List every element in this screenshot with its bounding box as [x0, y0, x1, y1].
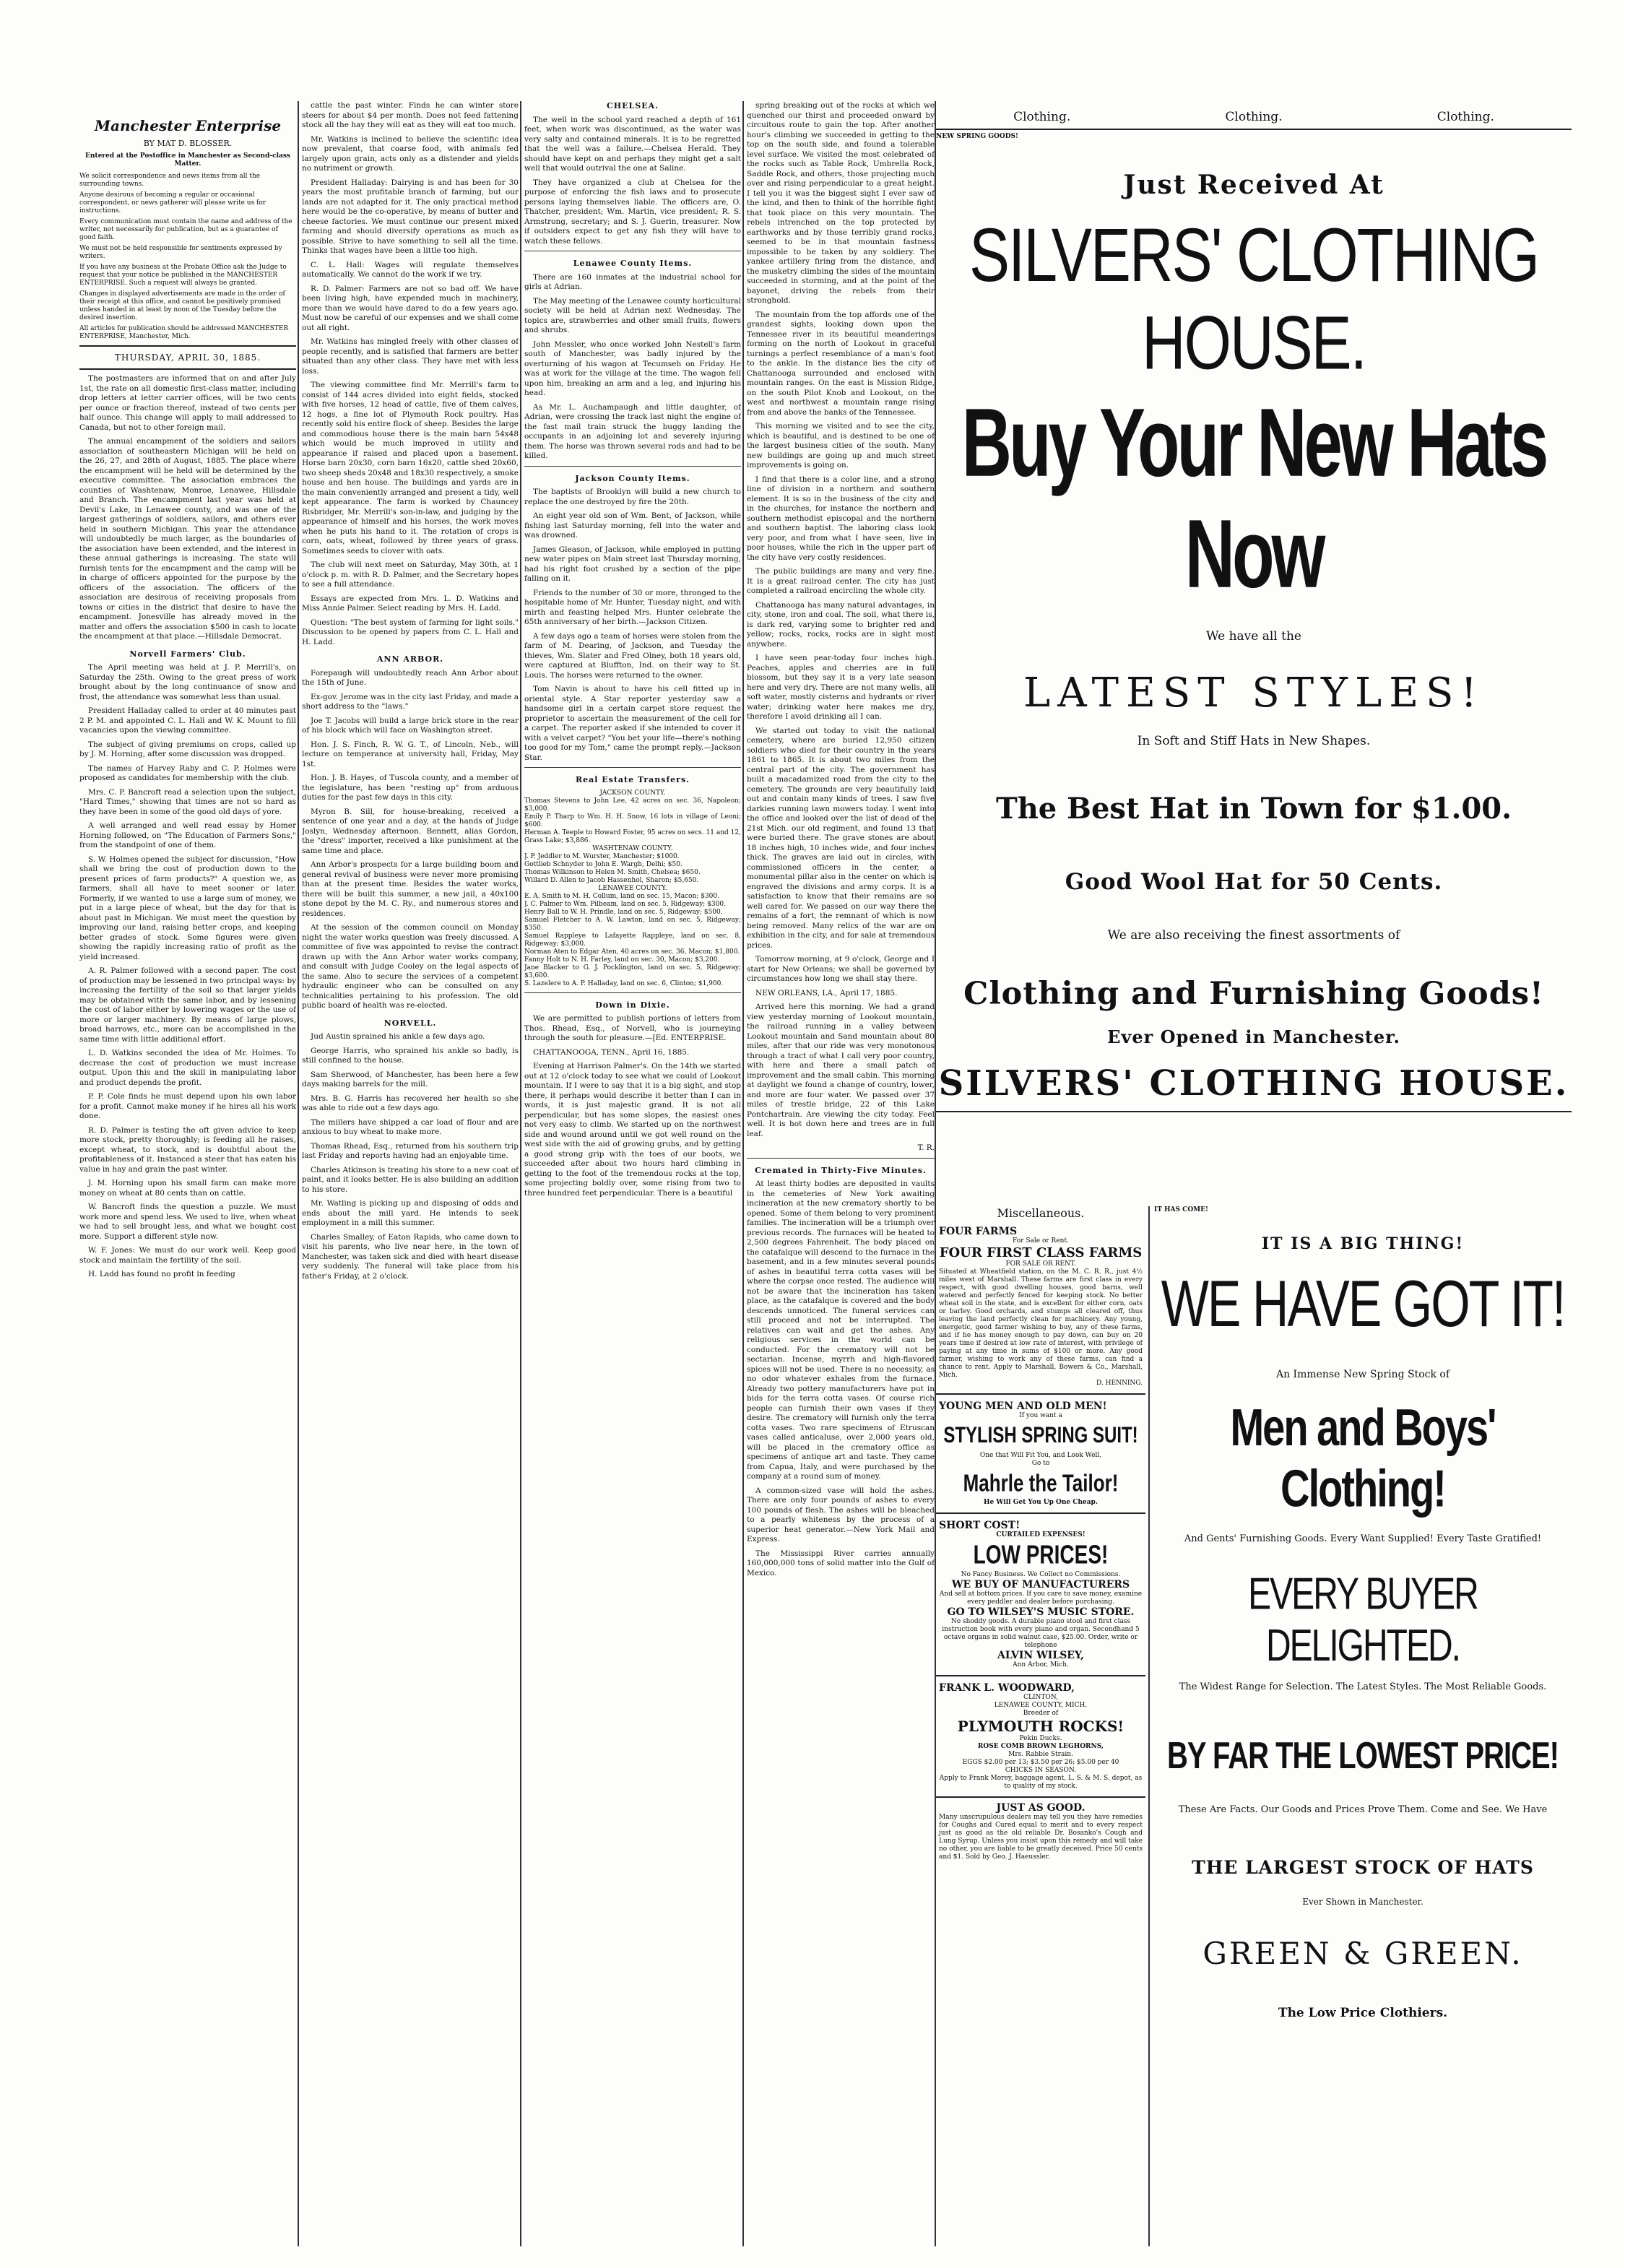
we-have-got-it: WE HAVE GOT IT! [1161, 1267, 1565, 1341]
paragraph: President Halladay: Dairying is and has been for 30 years the most profitable branch of farming, but our lands are not adapted for it. The only practical method here would be the co-operative, by means of butter and cheese factories. We must continue our present mixed farming and should diversify operations as much as possible. Strive to have something to sell all the time. Thinks that wages have been a little too high. [302, 178, 519, 255]
notice-item: We solicit correspondence and news items from all the surrounding towns. [79, 173, 261, 188]
article-body [524, 101, 741, 1198]
paragraph: A common-sized vase will hold the ashes. There are only four pounds of ashes to every 100 pounds of flesh. The ashes will be bleached to a pearly whiteness by the process of a superior heat generator.—New York Mail and Express. [747, 1486, 935, 1544]
wilsey-store: GO TO WILSEY'S MUSIC STORE. [947, 1606, 1135, 1618]
list-item: E. A. Smith to M. H. Collum, land on sec. 15, Macon; $300. [524, 892, 719, 900]
paragraph: H. Ladd has found no profit in feeding [88, 1270, 235, 1278]
paragraph: The well in the school yard reached a depth of 161 feet, when work was discontinued, as the water was very salty and contained minerals. It is to be regretted that the well was a failure.—Chelsea Herald. They should have kept on and perhaps they might get a salt well that would outrival the one at Saline. [524, 115, 741, 173]
paragraph: The millers have shipped a car load of flour and are anxious to buy wheat to make more. [302, 1117, 519, 1136]
good-wool-hat: Good Wool Hat for 50 Cents. [1065, 869, 1443, 895]
real-estate-list [524, 789, 741, 988]
list-item: S. Lazelere to A. P. Halladay, land on sec. 6, Clinton; $1,900. [524, 979, 724, 987]
ad-divider [1148, 1206, 1150, 2246]
section-heading: ANN ARBOR. [376, 654, 444, 664]
list-item: Norman Aten to Edgar Aten, 40 acres on sec. 36, Macon; $1,800. [524, 948, 740, 956]
largest-stock: THE LARGEST STOCK OF HATS [1192, 1857, 1534, 1878]
will-fit: One that Will Fit You, and Look Well, [979, 1452, 1102, 1459]
paragraph: spring breaking out of the rocks at which we quenched our thirst and proceeded onward by circuitous route to gain the top. After another hour's climbing we succeeded in getting to the top on the south side, and found a tolerable level surface. We visited the most celebrated of the rocks such as Table Rock, Umbrella Rock, Saddle Rock, and others, those projecting much over and rising perpendicular to a great height. I tell you it was the biggest sight I ever saw of the kind, and then to think of the horrible fight that took place on this very mountain. The rebels intrenched on the top protected by earthworks and by those terribly grand rocks, seemed to be in that mountain fastness impossible to be taken by any soldiery. The yankee artillery firing from the distance, and the musketry climbing the sides of the mountain succeeded in storming, and at the point of the bayonet, driving the rebels from their stronghold. [747, 101, 935, 305]
column-4 [747, 101, 935, 2246]
buy-hats-heading: Buy Your New Hats Now [961, 389, 1546, 609]
list-item: Fanny Holt to N. H. Farley, land on sec. 30, Macon; $3,200. [524, 956, 720, 964]
paragraph: We are permitted to publish portions of letters from Thos. Rhead, Esq., of Norvell, who is journeying through the south for pleasure.—[Ed. ENTERPRISE. [524, 1014, 741, 1042]
paragraph: I find that there is a color line, and a strong line of division in a northern and southern element. It is so in the business of the city and in the churches, for instance the northern and southern methodist episcopal and the northern and southern baptist. The laboring class look very poor, and from what I have seen, live in poor houses, while the rich in the upper part of the city have very costly residences. [747, 475, 935, 562]
paragraph: A well arranged and well read essay by Homer Horning followed, on "The Education of Farmers Sons," from the standpoint of one of them. [79, 821, 296, 849]
misc-label: Miscellaneous. [997, 1206, 1085, 1220]
go-to: Go to [1031, 1460, 1050, 1467]
paragraph: At the session of the common council on Monday night the water works question was freely discussed. A committee of five was appointed to revise the contract drawn up with the Ann Arbor water works company, and consult with Judge Cooley on the legal aspects of the same. Also to secure the services of a competent hydraulic engineer who can be consulted on any technicalities pertaining to his profession. The old public board of health was re-elected. [302, 923, 519, 1010]
men-boys-clothing: Men and Boys' Clothing! [1230, 1397, 1496, 1518]
immense-stock: An Immense New Spring Stock of [1275, 1369, 1450, 1380]
article-body [747, 101, 935, 1578]
column-3 [524, 101, 741, 2246]
paragraph: George Harris, who sprained his ankle so badly, is still confined to the house. [302, 1046, 519, 1065]
paragraph: We started out today to visit the national cemetery, where are buried 12,950 citizen soldiers who died for their country in the years 1861 to 1865. It is about two miles from the central part of the city. The government has built a macadamized road from the city to the cemetery. The grounds are very beautifully laid out and contain many kinds of trees. I saw five darkies running lawn mowers today. I went into the office and looked over the list of dead of the 21st Mich. our old regiment, and found 13 that were buried there. The grave stones are about 18 inches high, 10 inches wide, and four inches thick. The graves are laid out in circles, with commissioned officers in the center, a monumental pillar also in the center on which is engraved the divisions and army corps. It is a satisfaction to know that their remains are so well cared for. We passed on our way there the remains of a fort, the remnant of which is now being removed. Many relics of the war are on exhibition in the city, and for sale at tremendous prices. [747, 726, 935, 950]
paragraph: President Halladay called to order at 40 minutes past 2 P. M. and appointed C. L. Hall and W. K. Mount to fill vacancies upon the viewing committee. [79, 706, 296, 735]
section-heading: NORVELL. [384, 1018, 437, 1028]
clothing-furnishing: Clothing and Furnishing Goods! [963, 976, 1544, 1012]
section-heading: Cremated in Thirty-Five Minutes. [755, 1165, 927, 1175]
paragraph: At least thirty bodies are deposited in vaults in the cemeteries of New York awaiting incineration at the new crematory shortly to be opened. Some of them belong to very prominent families. The incineration will be a triumph over previous records. The furnaces will be heated to 2,500 degrees Fahrenheit. The body placed on the catafalque will descend to the furnace in the basement, and in a few minutes several pounds of ashes in beautiful terra cotta vases will be where the corpse once rested. The audience will not be aware that the incineration has taken place, as the catafalque is covered and the body descends unnoticed. The funeral services can still proceed and not be interrupted. The relatives can wait and get the ashes. Any religious services in the world can be conducted. For the crematory will not be sectarian. Incense, myrrh and high-flavored spices will not be used. There is no necessity, as no odor whatever exhales from the furnace. Already two pottery manufacturers have put in bids for the terra cotta vases. Of course rich people can furnish their own vases if they desire. The crematory will furnish only the terra cotta vases. Two rare specimens of Etruscan vases called anticaluse, over 2,000 years old, will be placed in the crematory office as specimens of antique art and taste. They came from Capua, Italy, and were purchased by the company at a round sum of money. [747, 1180, 935, 1481]
paragraph: Mr. Watkins has mingled freely with other classes of people recently, and is satisfied that farmers are better situated than any other class. They have met with less loss. [302, 337, 519, 376]
no-fancy: No Fancy Business. We Collect no Commissions. [961, 1571, 1121, 1578]
just-as-good: JUST AS GOOD. [996, 1802, 1086, 1814]
clothing-labels [936, 110, 1572, 124]
column-2 [302, 101, 519, 2246]
ad-grid [936, 1206, 1572, 2246]
paragraph: The club will next meet on Saturday, May 30th, at 1 o'clock p. m. with R. D. Palmer, and the Secretary hopes to see a full attendance. [302, 560, 519, 589]
green-green-ad [1154, 1206, 1572, 2246]
paragraph: P. P. Cole finds he must depend upon his own labor for a profit. Cannot make money if he hires all his work done. [79, 1092, 296, 1120]
paragraph: Question: "The best system of farming for light soils." Discussion to be opened by papers from C. L. Hall and H. Ladd. [302, 618, 519, 646]
section-heading: Real Estate Transfers. [575, 775, 690, 784]
woodward-name: FRANK L. WOODWARD, [939, 1682, 1075, 1694]
paragraph: The Mississippi River carries annually 160,000,000 tons of solid matter into the Gulf of Mexico. [747, 1549, 935, 1577]
paragraph: Mrs. C. P. Bancroft read a selection upon the subject, "Hard Times," showing that times are not so hard as they have been in some of the good old days of yore. [79, 787, 296, 816]
paragraph: C. L. Hall: Wages will regulate themselves automatically. We cannot do the work if we try. [302, 260, 519, 279]
advertisements [936, 101, 1572, 2246]
paragraph: The mountain from the top affords one of the grandest sights, looking down upon the Tennessee river in its beautiful meanderings forming on the north of Lookout in graceful turnings a perfect resemblance of a man's foot to the ankle. In the distance lies the city of Chattanooga surrounded and enclosed with mountain ranges. On the east is Mission Ridge, on the south Pilot Knob and Lookout, on the west and northwest a mountain range rising from and above the banks of the Tennessee. [747, 310, 935, 417]
ever-shown: Ever Shown in Manchester. [1302, 1897, 1424, 1907]
paragraph: Charles Smalley, of Eaton Rapids, who came down to visit his parents, who live near here, in the town of Manchester, was taken sick and died with heart disease very suddenly. The funeral will take place from his father's Friday, at 2 o'clock. [302, 1232, 519, 1281]
paragraph: W. Bancroft finds the question a puzzle. We must work more and spend less. We used to live, when wheat we had to sell brought less, and what we bought cost more. Support a different style now. [79, 1203, 296, 1241]
paragraph: Friends to the number of 30 or more, thronged to the hospitable home of Mr. Hunter, Tuesday night, and with mirth and feasting helped Mrs. Hunter celebrate the 65th anniversary of her birth.—Jackson Citizen. [524, 588, 741, 626]
section-heading: CHELSEA. [607, 101, 659, 111]
paragraph: An eight year old son of Wm. Bent, of Jackson, while fishing last Saturday morning, fell into the water and was drowned. [524, 511, 741, 540]
paragraph: Sam Sherwood, of Manchester, has been here a few days making barrels for the mill. [302, 1070, 519, 1088]
list-item: LENAWEE COUNTY. [598, 884, 667, 892]
article-body [79, 374, 296, 1280]
notice-item: Anyone desirous of becoming a regular or occasional correspondent, or news gatherer will please write us for instructions. [79, 191, 266, 215]
also-receiving: We are also receiving the finest assortments of [1107, 928, 1400, 943]
paragraph: The names of Harvey Raby and C. P. Holmes were proposed as candidates for membership with the club. [79, 763, 296, 782]
stylish-suit: STYLISH SPRING SUIT! [943, 1422, 1138, 1448]
paragraph: Mr. Watling is picking up and disposing of odds and ends about the mill yard. He intends to seek employment in a mill this summer. [302, 1199, 519, 1227]
paragraph: As Mr. L. Auchampaugh and little daughter, of Adrian, were crossing the track last night the engine of the fast mail train struck the buggy landing the occupants in an adjoining lot and severely injuring them. The horse was thrown several rods and had to be killed. [524, 402, 741, 460]
tailor-ad [936, 1395, 1145, 1514]
notice-item: Changes in displayed advertisements are made in the order of their receipt at this office, and cannot be positively promised unless handed in at least by noon of the Tuesday before the desired insertion. [79, 290, 285, 321]
signoff: T. R. [917, 1143, 935, 1152]
list-item: Willard D. Allen to Jacob Hassenhol, Sharon; $5,650. [524, 876, 699, 884]
just-received: Just Received At [1123, 170, 1384, 200]
masthead-title: Manchester Enterprise [94, 117, 282, 134]
notice-item: Every communication must contain the name and address of the writer, not necessarily for publication, but as a guarantee of good faith. [79, 218, 292, 241]
list-item: Henry Ball to W. H. Prindle, land on sec. 5, Ridgeway; $500. [524, 908, 723, 916]
paragraph: Jud Austin sprained his ankle a few days ago. [311, 1032, 485, 1041]
paragraph: Forepaugh will undoubtedly reach Ann Arbor about the 15th of June. [302, 668, 519, 687]
paragraph: R. D. Palmer: Farmers are not so bad off. We have been living high, have expended much in machinery, more than we would have dared to do a few years ago. Must now be careful of our expenses and we shall come out all right. [302, 284, 519, 332]
paragraph: Hon. J. S. Finch, R. W. G. T., of Lincoln, Neb., will lecture on temperance at university hall, Friday, May 1st. [302, 740, 519, 769]
strain: Mrs. Rabbie Strain. [1008, 1751, 1073, 1758]
notice-item: If you have any business at the Probate Office ask the Judge to request that your notice be published in the MANCHESTER ENTERPRISE. Such a request will always be granted. [79, 264, 287, 287]
paragraph: The baptists of Brooklyn will build a new church to replace the one destroyed by fire the 20th. [524, 488, 741, 506]
list-item: Thomas Stevens to John Lee, 42 acres on sec. 36, Napoleon; $3,000. [524, 797, 741, 813]
notice-item: We must not be held responsible for sentiments expressed by writers. [79, 245, 282, 260]
paragraph: I have seen pear-today four inches high. Peaches, apples and cherries are in full blossom, but they say it is a very late season here and very dry. There are not many wells, all soft water, mostly cisterns and hydrants or river water; drinking water here makes me dry, therefore I avoid drinking all I can. [747, 654, 935, 721]
list-item: Jane Blacker to G. J. Pocklington, land on sec. 5, Ridgeway; $3,600. [524, 964, 741, 979]
silvers-heading: SILVERS' CLOTHING HOUSE. [969, 212, 1538, 385]
paragraph: J. M. Horning upon his small farm can make more money on wheat at 80 cents than on cattle. [79, 1179, 296, 1198]
paragraph: The postmasters are informed that on and after July 1st, the rate on all domestic first-class matter, including drop letters at letter carrier offices, will be two cents per ounce or fraction thereof, instead of two cents per half ounce. This change will apply to mail addressed to Canada, but not to other foreign mail. [79, 374, 296, 432]
article-body [302, 101, 519, 1281]
paragraph: They have organized a club at Chelsea for the purpose of enforcing the fish laws and to prosecute persons laying themselves liable. The officers are, O. Thatcher, president; Wm. Martin, vice president; R. S. Armstrong, secretary; and S. J. Guerin, treasurer. Now if outsiders expect to get any fish they will have to watch these fellows. [524, 178, 741, 246]
paragraph: This morning we visited and to see the city, which is beautiful, and is destined to be one of the largest business cities of the south. Many new buildings are going up and much street improvements is going on. [747, 422, 935, 469]
paragraph: The subject of giving premiums on crops, called up by J. M. Horning, after some discussion was dropped. [79, 740, 296, 758]
list-item: Samuel Fletcher to A. W. Lawton, land on sec. 5, Ridgeway; $350. [524, 916, 741, 932]
if-you-want: If you want a [1019, 1412, 1062, 1419]
woodward-place: CLINTON, [1023, 1694, 1058, 1701]
paragraph: The April meeting was held at J. P. Merrill's, on Saturday the 25th. Owing to the great press of work brought about by the long continuance of snow and frost, the attendance was somewhat less than usual. [79, 663, 296, 701]
latest-styles: LATEST STYLES! [1023, 670, 1484, 717]
short-cost: SHORT COST! [939, 1520, 1020, 1531]
mahrle-tailor: Mahrle the Tailor! [963, 1468, 1119, 1497]
list-item: Herman A. Teeple to Howard Foster, 95 acres on secs. 11 and 12, Grass Lake; $3,886. [524, 828, 741, 844]
wilsey-address: Ann Arbor, Mich. [1013, 1661, 1069, 1668]
we-buy: WE BUY OF MANUFACTURERS [951, 1579, 1130, 1590]
chicks: CHICKS IN SEASON. [1005, 1767, 1077, 1774]
gents-furnishing: And Gents' Furnishing Goods. Every Want Supplied! Every Taste Gratified! [1184, 1533, 1542, 1544]
column-divider [520, 101, 521, 2246]
paragraph: Tomorrow morning, at 9 o'clock, George and I start for New Orleans; we shall be governed by circumstances how long we shall stay there. [747, 955, 935, 983]
paragraph: A few days ago a team of horses were stolen from the farm of M. Dearing, of Jackson, and Tuesday the thieves, Wm. Slater and Fred Olney, both 18 years old, were captured at Bluffton, Ind. on their way to St. Louis. The horses were returned to the owner. [524, 631, 741, 680]
list-item: Samuel Rappleye to Lafayette Rappleye, land on sec. 8, Ridgeway; $3,000. [524, 932, 741, 948]
paragraph: The May meeting of the Lenawee county horticultural society will be held at Adrian next Wednesday. The topics are, strawberries and other small fruits, flowers and shrubs. [524, 296, 741, 334]
pekin-ducks: Pekin Ducks. [1019, 1735, 1062, 1742]
clothing-label: Clothing. [1225, 110, 1283, 124]
wilsey-name: ALVIN WILSEY, [997, 1650, 1085, 1661]
paragraph: Joe T. Jacobs will build a large brick store in the rear of his block which will face on Washington street. [302, 716, 519, 735]
paragraph: Mr. Watkins is inclined to believe the scientific idea now prevalent, that coarse food, with animals fed largely upon grain, acts only as a distender and yields no nutriment or growth. [302, 134, 519, 173]
paragraph: cattle the past winter. Finds he can winter store steers for about $4 per month. Does not feed fattening stock all the hay they will eat as they will eat too much. [302, 101, 519, 129]
farms-sub: For Sale or Rent. [1013, 1237, 1069, 1245]
farms-sale: FOR SALE OR RENT. [1005, 1260, 1076, 1268]
new-spring-label: NEW SPRING GOODS! [936, 133, 1018, 140]
big-thing: IT IS A BIG THING! [1261, 1234, 1465, 1253]
paragraph: Charles Atkinson is treating his store to a new coat of paint, and it looks better. He is also building an addition to his store. [302, 1165, 519, 1194]
section-heading: Down in Dixie. [595, 1000, 670, 1010]
paragraph: Evening at Harrison Palmer's. On the 14th we started out at 12 o'clock today to see what we could of Lookout mountain. If I were to say that it is a big sight, and stop there, it perhaps would describe it better than I can in words, it is just majestic grand. It is not all perpendicular, but has some slopes, the easiest ones not very easy to climb. We started up on the northwest side and wound around until we got well round on the west side with the aid of growing grubs, and by getting a good strong grip with the toes of our boots, we succeeded after about two hours hard climbing in getting to the foot of the tremendous rocks at the top, some projecting boldly over, some rising from two to three hundred feet perpendicular. There is a beautiful [524, 1062, 741, 1198]
low-prices: LOW PRICES! [973, 1540, 1109, 1570]
clothing-label: Clothing. [1436, 110, 1494, 124]
clothing-label: Clothing. [1013, 110, 1071, 124]
column-divider [742, 101, 744, 2246]
wilsey-text: No shoddy goods. A durable piano stool and first class instruction book with every piano and organ. Secondhand 5 octave organs in solid walnut case, $25.00. Order, write or telephone [942, 1618, 1140, 1649]
section-heading: Norvell Farmers' Club. [129, 649, 246, 659]
paragraph: S. W. Holmes opened the subject for discussion, "How shall we bring the cost of production down to the present prices of farm products?" A question we, as farmers, shall all have to meet sooner or later. Formerly, if we wanted to use a large sum of money, we put in a large piece of wheat, but the day for that is about past in Michigan. We must meet the question by improving our land, raising better crops, and keeping better grades of stock. Some figures were given showing the rapidly increasing ratio of profit as the yield increased. [79, 854, 296, 961]
issue-date: THURSDAY, APRIL 30, 1885. [114, 352, 261, 363]
paragraph: Mrs. B. G. Harris has recovered her health so she was able to ride out a few days ago. [302, 1094, 519, 1112]
cough-syrup-ad [936, 1798, 1145, 1866]
farms-ad [936, 1220, 1145, 1395]
section-heading: Lenawee County Items. [573, 259, 693, 268]
paragraph: Tom Navin is about to have his cell fitted up in oriental style. A Star reporter yesterday saw a handsome girl in a certain carpet store request the proprietor to ascertain the measurement of the cell for a carpet. The reporter asked if she intended to cover it with a velvet carpet? "You bet your life—there's nothing too good for my Tom," came the prompt reply.—Jackson Star. [524, 685, 741, 762]
notice-item: All articles for publication should be addressed MANCHESTER ENTERPRISE, Manchester, Mich. [79, 325, 289, 340]
list-item: J. C. Palmer to Wm. Pilbeam, land on sec. 5, Ridgeway; $300. [524, 900, 726, 908]
paragraph: Ann Arbor's prospects for a large building boom and general revival of business were never more promising than at the present time. Besides the water works, there will be built this summer, a new jail, a 40x100 stone depot by the M. C. Ry., and numerous stores and residences. [302, 860, 519, 918]
paragraph: The viewing committee find Mr. Merrill's farm to consist of 144 acres divided into eight fields, stocked with five horses, 12 head of cattle, five of them calves, 12 hogs, a fine lot of Plymouth Rock poultry. Has recently sold his entire flock of sheep. Besides the large and commodious house there is the main barn 54x48 which would be much improved in utility and appearance if raised and placed upon a basement. Horse barn 20x30, corn barn 16x20, cattle shed 20x60, two sheep sheds 20x48 and 18x30 respectively, a smoke house and hen house. The buildings and yards are in the main conveniently arranged and present a tidy, well kept appearance. The farm is worked by Chauncey Risbridger, Mr. Merrill's son-in-law, and judging by the appearance of himself and his horses, the work moves when he puts his hand to it. The rotation of crops is corn, oats, wheat, followed by three years of grass. Sometimes seeds to clover with oats. [302, 381, 519, 555]
poultry-ad [936, 1676, 1145, 1798]
widest-range: The Widest Range for Selection. The Latest Styles. The Most Reliable Goods. [1179, 1681, 1547, 1692]
paragraph: Chattanooga has many natural advantages, in city, stone, iron and coal. The soil, what there is, is dark red, varying some to brighter red and yellow; rocks, rocks, rocks are in sight most anywhere. [747, 600, 935, 649]
paragraph: Essays are expected from Mrs. L. D. Watkins and Miss Annie Palmer. Select reading by Mrs. H. Ladd. [302, 594, 519, 613]
misc-ads [936, 1206, 1145, 2246]
paragraph: The public buildings are many and very fine. It is a great railroad center. The city has just completed a railroad encircling the whole city. [747, 567, 935, 595]
paragraph: L. D. Watkins seconded the idea of Mr. Holmes. To decrease the cost of production we must increase output. Upon this and the skill in manipulating labor and product depends the profit. [79, 1049, 296, 1087]
paragraph: Ex-gov. Jerome was in the city last Friday, and made a short address to the "laws." [302, 692, 519, 711]
ever-opened: Ever Opened in Manchester. [1107, 1026, 1400, 1047]
farms-signature: D. HENNING. [1096, 1380, 1143, 1387]
section-heading: Jackson County Items. [575, 473, 690, 483]
music-store-ad [936, 1514, 1145, 1676]
have-all-label: We have all the [1206, 629, 1301, 644]
list-item: Gottlieb Schnyder to John E. Wargh, Delhi; $50. [524, 860, 682, 868]
breeder-of: Breeder of [1023, 1710, 1059, 1717]
just-as-good-text: Many unscrupulous dealers may tell you they have remedies for Coughs and Cured equal to merit and to every respect just as good as the old reliable Dr. Bosanko's Cough and Lung Syrup. Unless you insist upon this remedy and will take no other, you are liable to be greatly deceived. Price 50 cents and $1. Sold by Geo. J. Haeussler. [939, 1814, 1143, 1861]
masthead-notices [79, 173, 296, 341]
masthead-byline: BY MAT D. BLOSSER. [143, 139, 233, 148]
farms-head: FOUR FARMS [939, 1226, 1018, 1237]
lowest-price: BY FAR THE LOWEST PRICE! [1167, 1735, 1559, 1777]
low-price-clothiers: The Low Price Clothiers. [1278, 2006, 1448, 2020]
paragraph: The annual encampment of the soldiers and sailors association of southeastern Michigan will be held on the 26, 27, and 28th of August, 1885. The place where the encampment will be held will be determined by the executive committee. The association embraces the counties of Washtenaw, Monroe, Lenawee, Hillsdale and Branch. The encampment last year was held at Devil's Lake, in Lenawee county, and was one of the largest gatherings of soldiers, sailors, and others ever held in southern Michigan. This year the attendance will undoubtedly be much larger, as the boundaries of the association have been extended, and the interest in these annual gatherings is increasing. The state will furnish tents for the encampment and the camp will be in charge of officers appointed for the purpose by the officers of the association. The officers of the association are desirous of receiving proposals from towns or cities in the district that desire to have the encampment. Jonesville has already moved in the matter and offers the association $500 in cash to locate the encampment at that place.—Hillsdale Democrat. [79, 437, 296, 641]
paragraph: Hon. J. B. Hayes, of Tuscola county, and a member of the legislature, has been "resting up" from arduous duties for the past few days in this city. [302, 774, 519, 802]
eggs-price: EGGS $2.00 per 13; $3.50 per 26; $5.00 per 40 [962, 1759, 1119, 1766]
column-divider [298, 101, 299, 2246]
list-item: JACKSON COUNTY. [599, 789, 666, 797]
has-come: IT HAS COME! [1154, 1206, 1208, 1213]
list-item: WASHTENAW COUNTY. [592, 844, 673, 852]
list-item: Thomas Wilkinson to Helen M. Smith, Chelsea; $650. [524, 868, 701, 876]
column-1 [79, 101, 296, 2246]
postoffice-notice: Entered at the Postoffice in Manchester as Second-class Matter. [85, 152, 290, 168]
dateline: CHATTANOOGA, TENN., April 16, 1885. [533, 1047, 690, 1057]
farms-text: Situated at Wheatfield station, on the M. C. R. R., just 4½ miles west of Marshall. These farms are first class in every respect, with good dwelling houses, good barns, well watered and perfectly fenced for keeping stock. No better wheat soil in the state, and is excellent for either corn, oats or barley. Good orchards, and stumps all cleared off, thus leaving the land perfectly clean for machinery. Any young, energetic, good farmer wishing to buy, any of these farms, and if he has money enough to pay down, can buy on 20 years time if desired at low rate of interest, with privilege of paying at any time in sums of $100 or more. Any good farmer, wishing to work any of these farms, can find a chance to rent. Apply to Marshall, Bowers & Co., Marshall, Mich. [939, 1268, 1143, 1379]
soft-stiff-hats: In Soft and Stiff Hats in New Shapes. [1137, 734, 1371, 748]
paragraph: Arrived here this morning. We had a grand view yesterday morning of Lookout mountain, the railroad running in a valley between Lookout mountain and Sand mountain about 80 miles, after that our ride was very monotonous through a tract of what I call very poor country, with here and there a small patch of improvement and the small cabin. This morning at daylight we found a change of country, lower, and more are four water. We passed over 37 miles of trestle bridge, 22 of this Lake Pontchartrain. Are viewing the city today. Feel well. It is hot down here and trees are in full leaf. [747, 1003, 935, 1138]
best-hat: The Best Hat in Town for $1.00. [995, 792, 1512, 826]
paragraph: A. R. Palmer followed with a second paper. The cost of production may be lessened in two principal ways: by increasing the fertility of the soil so that larger yields may be obtained with the same labor, and by lessening the cost of labor either by lowering wages or the use of more or larger machinery. By means of large plows, broad harrows, etc., more can be accomplished in the same time with little additional effort. [79, 966, 296, 1044]
and-sell: And sell at bottom prices. If you care to save money, examine every peddler and dealer before purchasing. [939, 1590, 1143, 1606]
facts: These Are Facts. Our Goods and Prices Prove Them. Come and See. We Have [1178, 1804, 1548, 1815]
young-men: YOUNG MEN AND OLD MEN! [939, 1401, 1107, 1412]
dateline: NEW ORLEANS, LA., April 17, 1885. [755, 988, 898, 997]
green-and-green: GREEN & GREEN. [1202, 1936, 1523, 1971]
paragraph: James Gleason, of Jackson, while employed in putting new water pipes on Main street last Thursday morning, had his right foot crushed by a section of the pipe falling on it. [524, 545, 741, 583]
paragraph: Myron B. Sill, for house-breaking, received a sentence of one year and a day, at the hands of Judge Joslyn, Wednesday afternoon. Bennett, alias Gordon, the "dress" importer, received a like punishment at the same time and place. [302, 807, 519, 855]
every-buyer: EVERY BUYER DELIGHTED. [1248, 1569, 1478, 1671]
rose-comb: ROSE COMB BROWN LEGHORNS, [977, 1743, 1104, 1750]
list-item: J. P. Jeddler to M. Wurster, Manchester; $1000. [524, 852, 680, 860]
curtailed: CURTAILED EXPENSES! [996, 1531, 1086, 1538]
lenawee-county: LENAWEE COUNTY, MICH. [994, 1702, 1088, 1709]
apply-woodward: Apply to Frank Morey, baggage agent, L. S. & M. S. depot, as to quality of my stock. [939, 1775, 1143, 1790]
paragraph: W. F. Jones: We must do our work well. Keep good stock and maintain the fertility of the soil. [79, 1246, 296, 1265]
paragraph: There are 160 inmates at the industrial school for girls at Adrian. [524, 272, 741, 291]
paragraph: R. D. Palmer is testing the oft given advice to keep more stock, pretty thoroughly; is feeding all he raises, except wheat, to stock, and is doubtful about the profitableness of it. Instanced a steer that has eaten his value in hay and grain the past winter. [79, 1125, 296, 1174]
paragraph: John Messler, who once worked John Nestell's farm south of Manchester, was badly injured by the overturning of his wagon at Tecumseh on Friday. He was at work for the village at the time. The wagon fell upon him, breaking an arm and a leg, and injuring his head. [524, 339, 741, 397]
plymouth-rocks: PLYMOUTH ROCKS! [957, 1718, 1124, 1735]
paragraph: Thomas Rhead, Esq., returned from his southern trip last Friday and reports having had an enjoyable time. [302, 1141, 519, 1160]
silvers-heading-2: SILVERS' CLOTHING HOUSE. [938, 1063, 1569, 1104]
get-cheap: He Will Get You Up One Cheap. [984, 1499, 1098, 1506]
farms-title: FOUR FIRST CLASS FARMS [939, 1245, 1143, 1260]
list-item: Emily P. Tharp to Wm. H. H. Snow, 16 lots in village of Leoni; $600. [524, 813, 741, 828]
